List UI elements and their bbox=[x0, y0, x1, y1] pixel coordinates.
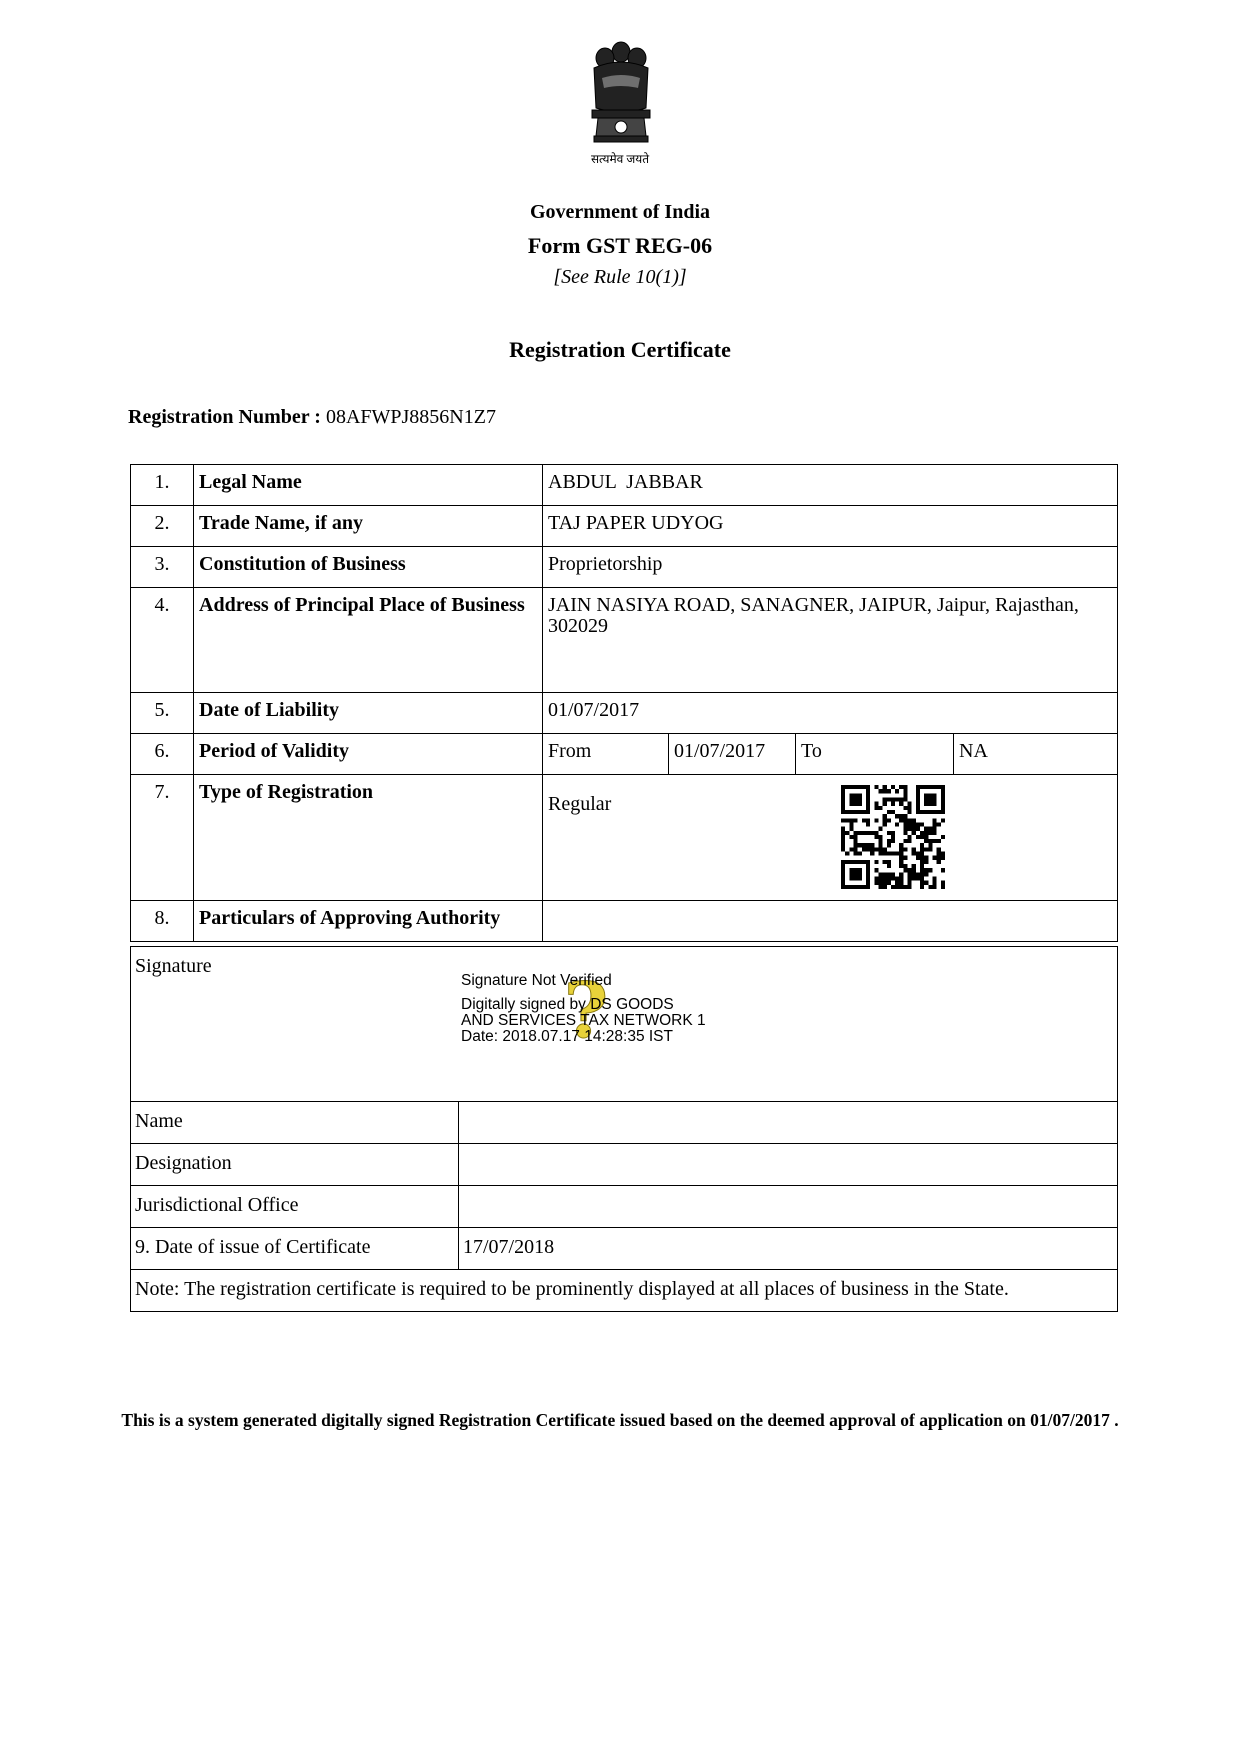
validity-from-value: 01/07/2017 bbox=[669, 734, 796, 775]
table-row bbox=[131, 1186, 1118, 1228]
table-row bbox=[131, 734, 1118, 775]
authority-table bbox=[130, 946, 1118, 1312]
motto-text: सत्यमेव जयते bbox=[590, 152, 650, 166]
authority-value bbox=[459, 1186, 1118, 1228]
signature-date: Date: 2018.07.17 14:28:35 IST bbox=[461, 1028, 673, 1045]
registration-number bbox=[128, 406, 496, 429]
table-row bbox=[131, 547, 1118, 588]
row-label: Address of Principal Place of Business bbox=[194, 588, 543, 693]
row-value: ABDUL JABBAR bbox=[543, 465, 1118, 506]
row-number: 4. bbox=[131, 588, 194, 693]
table-row bbox=[131, 901, 1118, 942]
row-label: Trade Name, if any bbox=[194, 506, 543, 547]
row-label: Date of Liability bbox=[194, 693, 543, 734]
table-row bbox=[131, 465, 1118, 506]
rule-reference: [See Rule 10(1)] bbox=[553, 266, 687, 288]
row-value: 01/07/2017 bbox=[543, 693, 1118, 734]
signature-label: Signature bbox=[135, 955, 212, 977]
row-value: TAJ PAPER UDYOG bbox=[543, 506, 1118, 547]
row-label: Constitution of Business bbox=[194, 547, 543, 588]
table-row bbox=[131, 1144, 1118, 1186]
form-heading: Form GST REG-06 bbox=[527, 233, 713, 258]
table-row bbox=[131, 1102, 1118, 1144]
row-number: 5. bbox=[131, 693, 194, 734]
row-label: Legal Name bbox=[194, 465, 543, 506]
authority-label: Name bbox=[131, 1102, 459, 1144]
table-row bbox=[131, 1228, 1118, 1270]
row-number: 6. bbox=[131, 734, 194, 775]
row-number: 3. bbox=[131, 547, 194, 588]
table-row bbox=[131, 693, 1118, 734]
signature-cell bbox=[131, 947, 1118, 1102]
row-value: Regular bbox=[548, 793, 612, 815]
authority-value bbox=[459, 1102, 1118, 1144]
row-label: Particulars of Approving Authority bbox=[194, 901, 543, 942]
row-value-cell bbox=[543, 775, 1118, 901]
validity-from-label: From bbox=[543, 734, 669, 775]
national-emblem-icon bbox=[580, 38, 662, 163]
table-row bbox=[131, 588, 1118, 693]
row-number: 7. bbox=[131, 775, 194, 901]
signed-by: Digitally signed by DS GOODS bbox=[461, 996, 674, 1013]
authority-value bbox=[459, 1144, 1118, 1186]
footer-note: This is a system generated digitally signed Registration Certificate issued based on the deemed approval of application on 01/07/2017 . bbox=[121, 1410, 1119, 1430]
note-row bbox=[131, 1270, 1118, 1312]
authority-label: Jurisdictional Office bbox=[131, 1186, 459, 1228]
row-value: Proprietorship bbox=[543, 547, 1118, 588]
government-heading: Government of India bbox=[530, 201, 710, 223]
row-label: Period of Validity bbox=[194, 734, 543, 775]
signature-status: Signature Not Verified bbox=[461, 972, 612, 989]
authority-label: Designation bbox=[131, 1144, 459, 1186]
row-number: 8. bbox=[131, 901, 194, 942]
details-table bbox=[130, 464, 1118, 942]
note-text: Note: The registration certificate is required to be prominently displayed at all places of business in the State. bbox=[131, 1270, 1118, 1312]
registration-number-value: 08AFWPJ8856N1Z7 bbox=[325, 406, 496, 428]
row-value: JAIN NASIYA ROAD, SANAGNER, JAIPUR, Jaipur, Rajasthan, 302029 bbox=[543, 588, 1118, 693]
registration-number-label: Registration Number : bbox=[128, 406, 321, 428]
digital-signature-block bbox=[461, 973, 706, 1045]
certificate-title: Registration Certificate bbox=[509, 337, 731, 362]
signature-row bbox=[131, 947, 1118, 1102]
row-value bbox=[543, 901, 1118, 942]
row-label: Type of Registration bbox=[194, 775, 543, 901]
authority-value: 17/07/2018 bbox=[459, 1228, 1118, 1270]
row-number: 1. bbox=[131, 465, 194, 506]
row-number: 2. bbox=[131, 506, 194, 547]
qr-code-icon bbox=[841, 785, 945, 889]
validity-to-label: To bbox=[796, 734, 954, 775]
validity-to-value: NA bbox=[954, 734, 1118, 775]
svg-text:?: ? bbox=[563, 975, 609, 1047]
table-row bbox=[131, 775, 1118, 901]
authority-label: 9. Date of issue of Certificate bbox=[131, 1228, 459, 1270]
signed-by-line-2: AND SERVICES TAX NETWORK 1 bbox=[461, 1012, 706, 1029]
table-row bbox=[131, 506, 1118, 547]
